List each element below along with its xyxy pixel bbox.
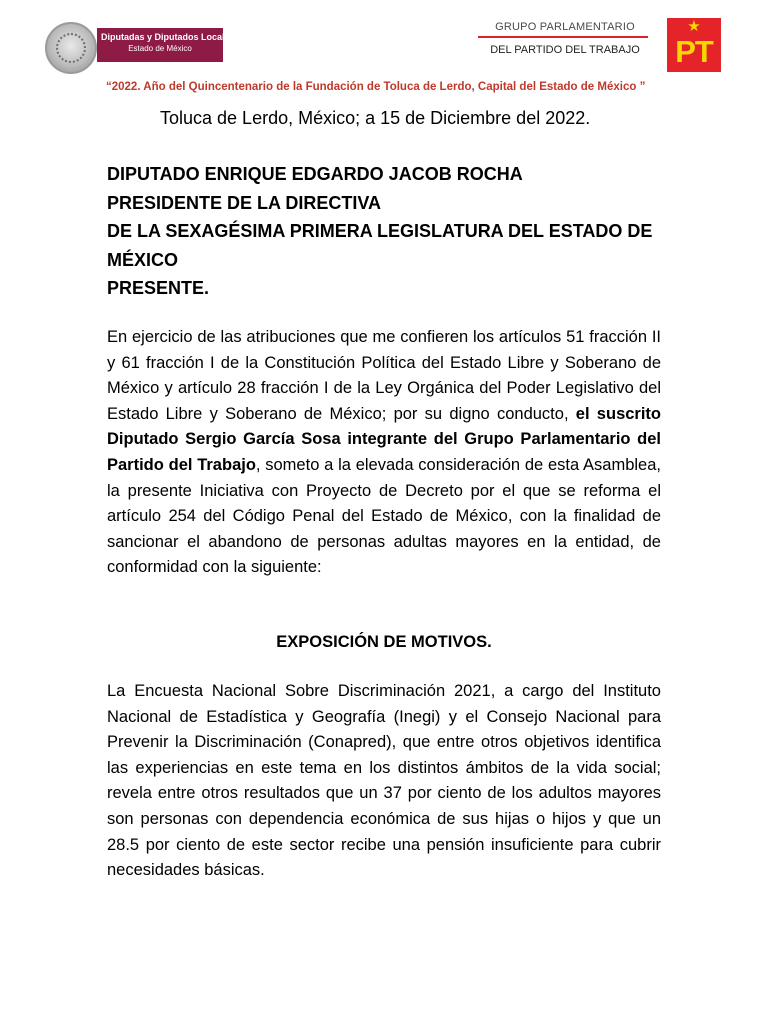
star-icon: ★ [687, 18, 701, 35]
addressee-block [107, 160, 667, 303]
intro-text-end: , someto a la elevada consideración de esta Asamblea, la presente Iniciativa con Proyecto de Decreto por el que se reforma el artículo 254 del Código Penal del Estado de México, con la finalidad de sancionar el abandono de personas adultas mayores en la entidad, de conformidad con la siguiente: [107, 455, 661, 577]
section-heading: EXPOSICIÓN DE MOTIVOS. [276, 633, 492, 651]
party-group-line2: DEL PARTIDO DEL TRABAJO [490, 44, 640, 56]
addressee-presente: PRESENTE. [107, 278, 210, 298]
motives-paragraph: La Encuesta Nacional Sobre Discriminación 2021, a cargo del Instituto Nacional de Estadística y Geografía (Inegi) y el Consejo Nacional para Prevenir la Discriminación (Conapred), que entre otros objetivos identifica las experiencias en este tema en los distintos ámbitos de la vida social; revela entre otros resultados que un 37 por ciento de los adultos mayores son personas con dependencia económica de sus hijas o hijos y que un 28.5 por ciento de este sector recibe una pensión insuficiente para cubrir necesidades básicas. [107, 682, 661, 880]
pt-party-logo [667, 18, 721, 72]
intro-paragraph [107, 325, 661, 581]
state-seal-icon [45, 22, 97, 74]
congress-state: Estado de México [128, 44, 192, 53]
congress-logo [97, 28, 235, 62]
party-group-label [476, 20, 654, 58]
letterhead [0, 0, 768, 110]
addressee-title: PRESIDENTE DE LA DIRECTIVA [107, 192, 382, 213]
intro-text-bold: el suscrito Diputado Sergio García Sosa integrante del Grupo Parlamentario del Partido del Trabajo [107, 404, 661, 474]
pt-logo-text: PT [675, 34, 713, 69]
party-group-line1: GRUPO PARLAMENTARIO [495, 21, 635, 33]
dateline: Toluca de Lerdo, México; a 15 de Diciembre del 2022. [160, 108, 591, 128]
addressee-name: DIPUTADO ENRIQUE EDGARDO JACOB ROCHA [107, 164, 523, 184]
year-slogan: “2022. Año del Quincentenario de la Fundación de Toluca de Lerdo, Capital del Estado de México ” [106, 81, 646, 93]
intro-text-start: En ejercicio de las atribuciones que me confieren los artículos 51 fracción II y 61 fracción I de la Constitución Política del Estado Libre y Soberano de México y artículo 28 fracción I de la Ley Orgánica del Poder Legislativo del Estado Libre y Soberano de México; por su digno conducto, [107, 328, 661, 423]
seal-emblem [56, 33, 86, 63]
party-group-divider [478, 36, 648, 38]
congress-name: Diputadas y Diputados Locales [101, 32, 235, 42]
addressee-legislature: DE LA SEXAGÉSIMA PRIMERA LEGISLATURA DEL ESTADO DE MÉXICO [107, 221, 653, 270]
